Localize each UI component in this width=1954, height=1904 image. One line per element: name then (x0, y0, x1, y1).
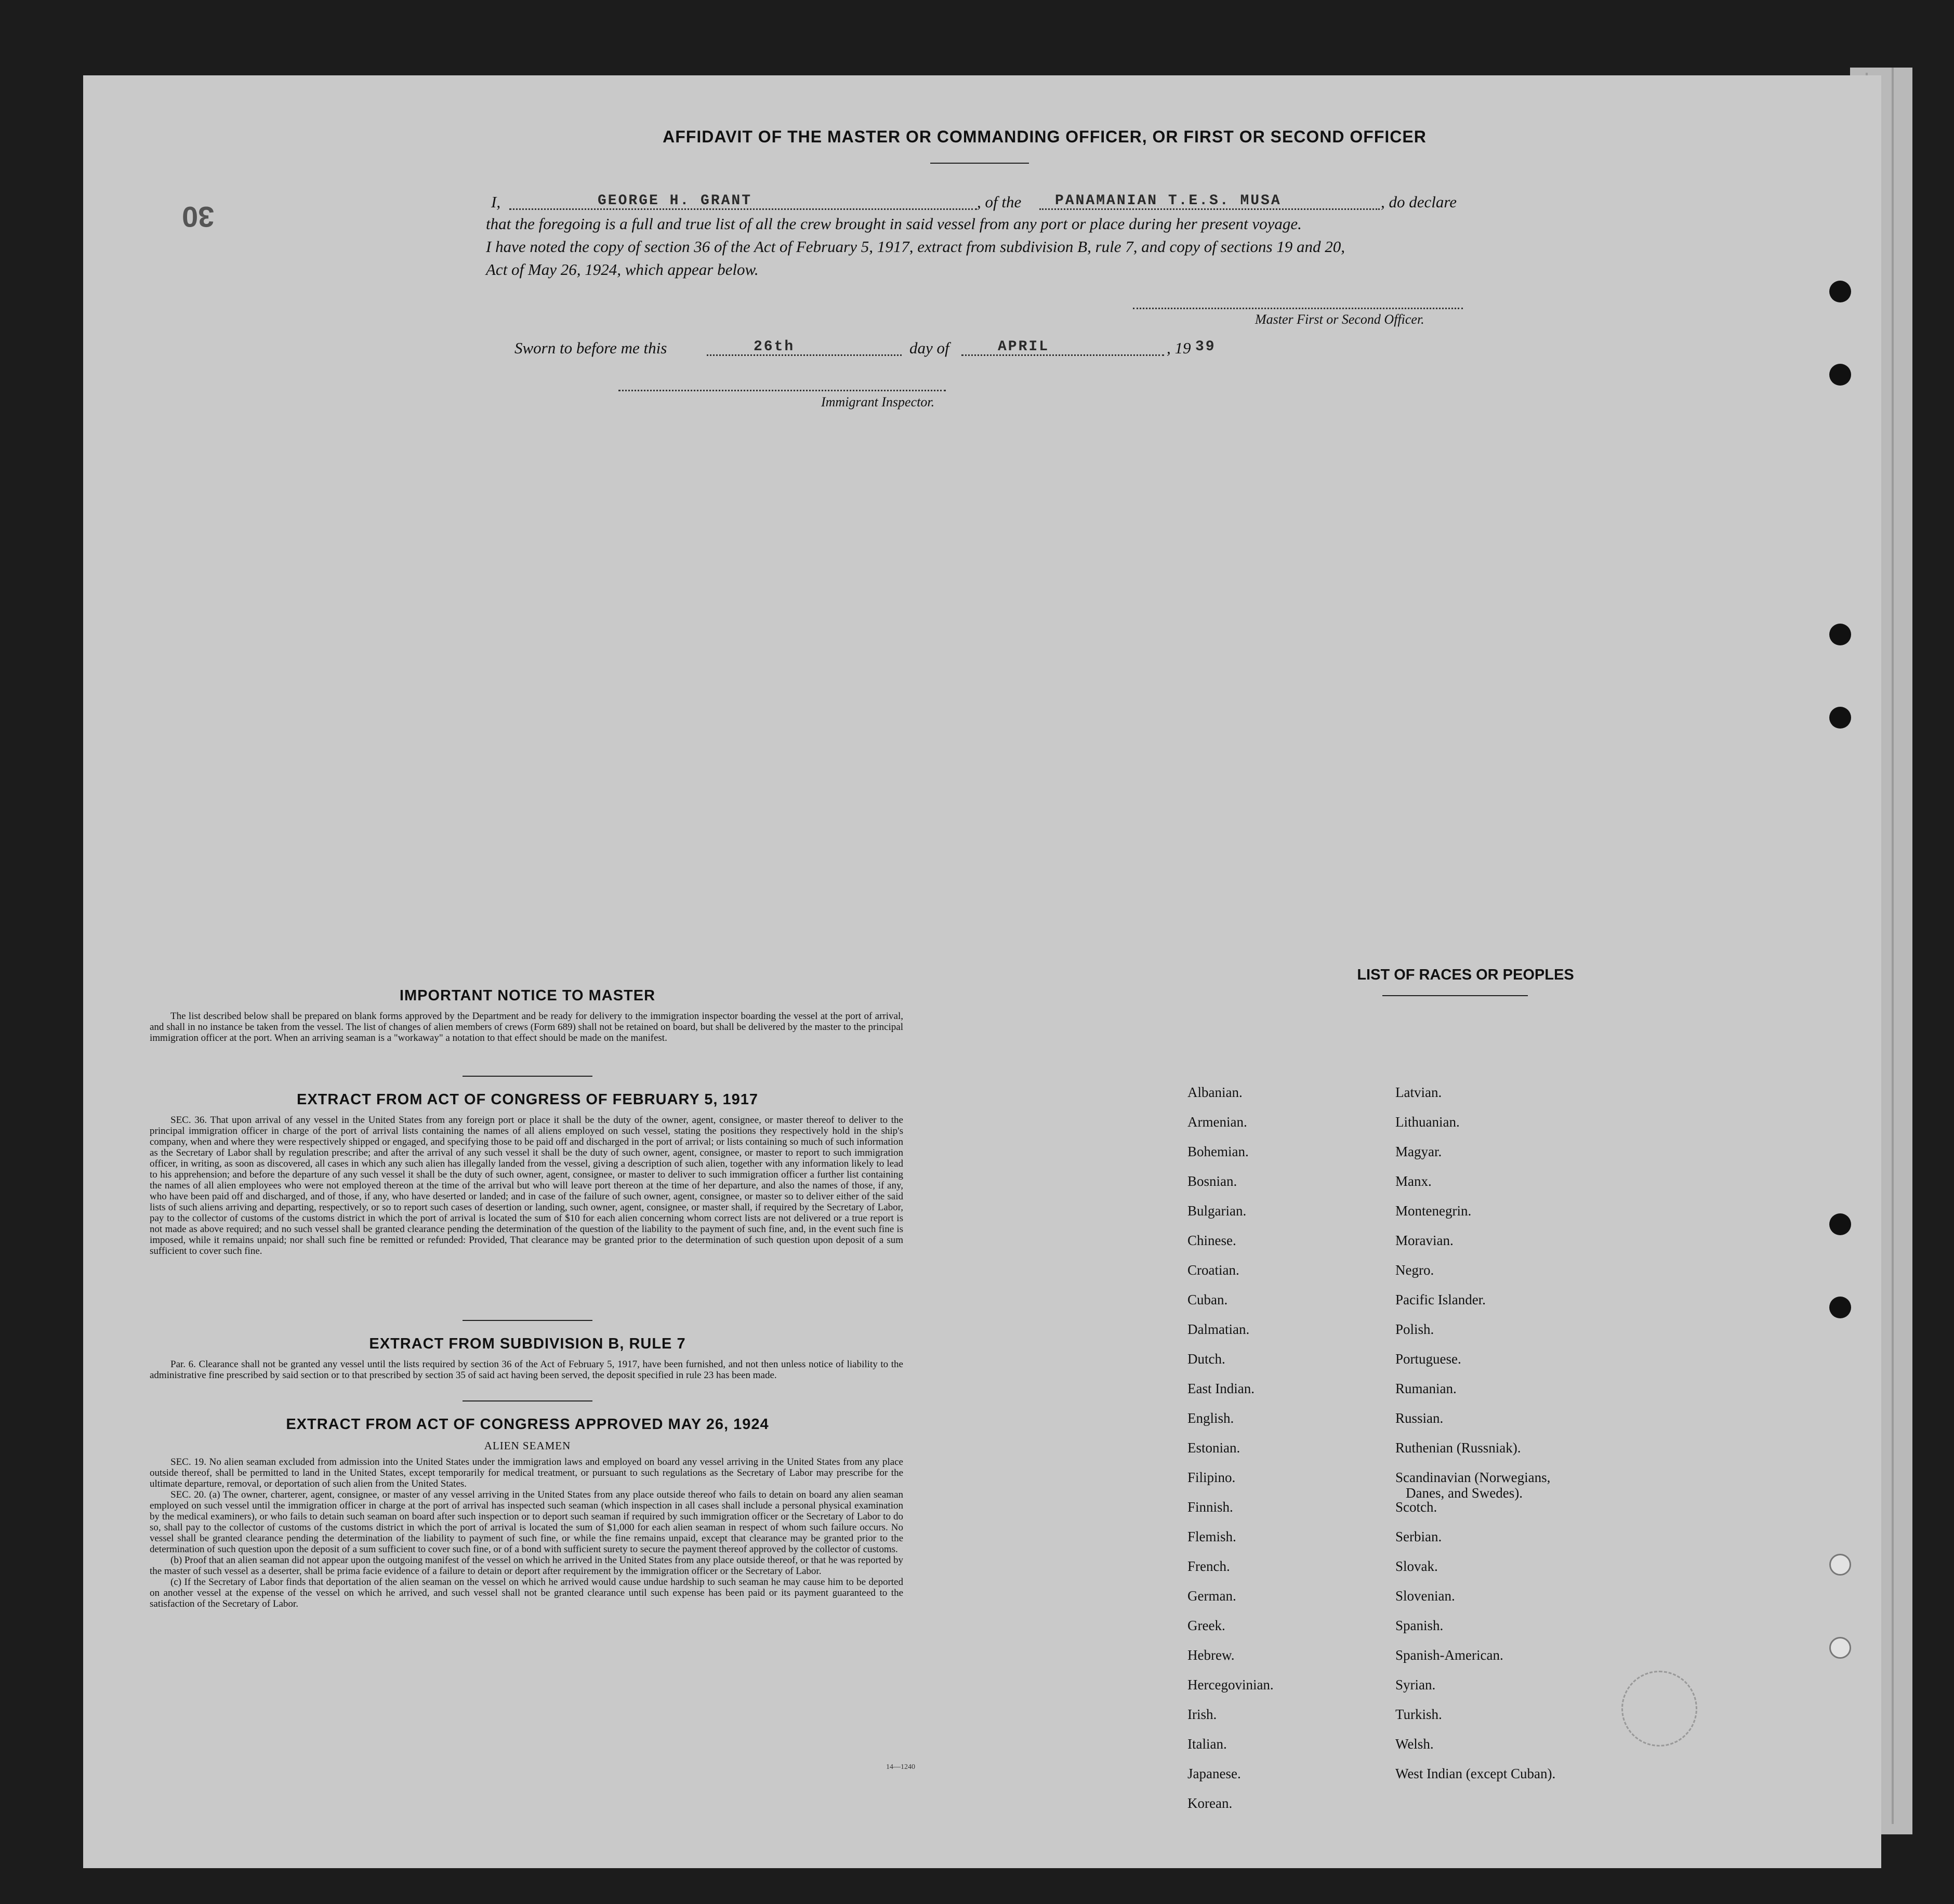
sec20b-paragraph: (b) Proof that an alien seaman did not appear upon the outgoing manifest of the vessel on which he arrived in the United States from any place outside thereof, or that he was reported by the master of such vessel as a deserter, shall be prima facie evidence of a failure to detain or deport after requirement by the immigration officer or the Secretary of Labor. (150, 1555, 903, 1577)
binder-hole (1829, 1554, 1851, 1576)
races-title-rule (1382, 995, 1528, 996)
race-item: Estonian. (1187, 1440, 1240, 1456)
vessel-name: PANAMANIAN T.E.S. MUSA (1055, 193, 1282, 209)
race-item: Russian. (1395, 1410, 1444, 1426)
race-item: Montenegrin. (1395, 1203, 1472, 1219)
race-item: French. (1187, 1558, 1230, 1574)
affidavit-line4: Act of May 26, 1924, which appear below. (486, 260, 759, 279)
affidavit-line1-prefix: I, (491, 193, 501, 211)
binder-hole (1829, 707, 1851, 729)
race-item: Moravian. (1395, 1233, 1454, 1248)
binder-hole (1829, 364, 1851, 386)
race-item: Slovenian. (1395, 1588, 1455, 1604)
signature-label: Master First or Second Officer. (1255, 312, 1424, 327)
race-item: German. (1187, 1588, 1236, 1604)
year-prefix: , 19 (1167, 339, 1191, 357)
signature-line (1133, 308, 1463, 309)
extract-1924-text (150, 1457, 903, 1609)
extract-1917-text (150, 1115, 903, 1257)
race-item: Bohemian. (1187, 1144, 1249, 1159)
race-item: Finnish. (1187, 1499, 1233, 1515)
race-item: Croatian. (1187, 1262, 1239, 1278)
race-item: Manx. (1395, 1173, 1432, 1189)
race-item: Scotch. (1395, 1499, 1437, 1515)
race-item: Spanish-American. (1395, 1647, 1503, 1663)
sec20a-paragraph: SEC. 20. (a) The owner, charterer, agent, consignee, or master of any vessel arriving in the United States from any place outside thereof who fails to detain on board any alien seaman employed on such vessel until the immigration officer in charge at the port of arrival has inspected such seaman (which inspection in all cases shall include a personal physical examination by the medical examiners), or who fails to detain such seaman on board after such inspection or to deport such seaman if required by such immigration officer or the Secretary of Labor to do so, shall pay to the collector of customs of the customs district in which the port of arrival is located the sum of $1,000 for each alien seaman in respect of whom such failure occurs. No vessel shall be granted clearance pending the determination of the liability to payment of such fine, or while the fine remains unpaid, except that clearance may be granted prior to the determination of such question upon the deposit of a sum sufficient to cover such fine, or of a bond with sufficient surety to secure the payment thereof approved by the collector of customs. (150, 1489, 903, 1555)
race-item: Japanese. (1187, 1766, 1241, 1781)
race-item: Armenian. (1187, 1114, 1247, 1130)
race-item: Turkish. (1395, 1707, 1442, 1722)
race-item: Bosnian. (1187, 1173, 1237, 1189)
extract-rule7-paragraph: Par. 6. Clearance shall not be granted any vessel until the lists required by section 36 of the Act of February 5, 1917, have been furnished, and not then unless notice of liability to the administrative fine prescribed by said section or to that prescribed by section 35 of said act having been served, the deposit specified in rule 23 has been made. (150, 1359, 903, 1381)
race-item: Hebrew. (1187, 1647, 1235, 1663)
extract-rule7-text (150, 1359, 903, 1381)
sworn-day-line (707, 354, 902, 356)
race-item: Welsh. (1395, 1736, 1434, 1752)
race-item: Bulgarian. (1187, 1203, 1247, 1219)
affidavit-line2: that the foregoing is a full and true list of all the crew brought in said vessel from any port or place during her present voyage. (486, 215, 1302, 233)
of-the-label: , of the (977, 193, 1022, 211)
important-notice-paragraph: The list described below shall be prepared on blank forms approved by the Department and be ready for delivery to the immigration inspector boarding the vessel at the port of arrival, and shall in no instance be taken from the vessel. The list of changes of alien members of crews (Form 689) shall not be retained on board, but shall be delivered by the master to the principal immigration officer at the port. When an arriving seaman is a "workaway" a notation to that effect should be made on the manifest. (150, 1011, 903, 1043)
race-item: Dalmatian. (1187, 1321, 1250, 1337)
extract-rule7-title: EXTRACT FROM SUBDIVISION B, RULE 7 (369, 1336, 686, 1352)
important-notice-title: IMPORTANT NOTICE TO MASTER (399, 987, 656, 1004)
race-item: Flemish. (1187, 1529, 1236, 1544)
race-item: Italian. (1187, 1736, 1227, 1752)
race-item: Irish. (1187, 1707, 1217, 1722)
race-item: Greek. (1187, 1618, 1225, 1633)
day-of-label: day of (909, 339, 949, 357)
race-item: Chinese. (1187, 1233, 1236, 1248)
race-item: Korean. (1187, 1795, 1233, 1811)
extract-1924-title: EXTRACT FROM ACT OF CONGRESS APPROVED MAY 26, 1924 (286, 1416, 769, 1433)
title-rule (930, 163, 1029, 164)
race-item: Filipino. (1187, 1470, 1236, 1485)
race-item: Danes, and Swedes). (1406, 1485, 1523, 1501)
inspector-label: Immigrant Inspector. (821, 394, 935, 409)
sworn-day: 26th (754, 339, 795, 355)
section-rule (463, 1076, 592, 1077)
races-title: LIST OF RACES OR PEOPLES (1357, 967, 1574, 983)
extract-1917-paragraph: SEC. 36. That upon arrival of any vessel in the United States from any foreign port or place it shall be the duty of the owner, agent, consignee, or master thereof to deliver to the principal immigration officer in charge of the port of arrival lists containing the names of all aliens employed on such vessel, stating the positions they respectively hold in the ship's company, when and where they were respectively shipped or engaged, and specifying those to be paid off and discharged in the port of arrival; or lists containing so much of such information as the Secretary of Labor shall by regulation prescribe; and after the arrival of any such vessel it shall be the duty of such owner, agent, consignee, or master to report to such immigration officer, in writing, as soon as discovered, all cases in which any such alien has illegally landed from the vessel, giving a description of such alien, together with any information likely to lead to his apprehension; and before the departure of any such vessel it shall be the duty of such owner, agent, consignee, or master to deliver to such immigration officer a further list containing the names of all alien employees who were not employed thereon at the time of the arrival but who will leave port thereon at the time of her departure, and also the names of those, if any, who have been paid off and discharged, and of those, if any, who have deserted or landed; and in case of the failure of such owner, agent, consignee, or master so to deliver either of the said lists of such aliens arriving and departing, respectively, or so to report such cases of desertion or landing, such owner, agent, consignee, or master shall, if required by the Secretary of Labor, pay to the collector of customs of the customs district in which the port of arrival is located the sum of $10 for each alien concerning whom correct lists are not delivered or a true report is not made as above required; and no such vessel shall be granted clearance pending the determination of the question of the liability to the payment of such fine, and, in the event such fine is imposed, while it remains unpaid; nor shall such fine be remitted or refunded: Provided, That clearance may be granted prior to the determination of such question upon deposit of a sum sufficient to cover such fine. (150, 1115, 903, 1257)
faded-stamp (1621, 1671, 1697, 1747)
inspector-line (618, 390, 946, 391)
section-rule (463, 1400, 592, 1401)
sec19-paragraph: SEC. 19. No alien seaman excluded from admission into the United States under the immigration laws and employed on board any vessel arriving in the United States from any place outside thereof, shall be permitted to land in the United States, except temporarily for medical treatment, or pursuant to such regulations as the Secretary of Labor may prescribe for the ultimate departure, removal, or deportation of such alien from the United States. (150, 1457, 903, 1489)
race-item: Lithuanian. (1395, 1114, 1460, 1130)
race-item: West Indian (except Cuban). (1395, 1766, 1556, 1781)
race-item: Rumanian. (1395, 1381, 1457, 1396)
master-name: GEORGE H. GRANT (598, 193, 752, 209)
alien-seamen-subtitle: ALIEN SEAMEN (484, 1439, 571, 1452)
affidavit-line3: I have noted the copy of section 36 of the Act of February 5, 1917, extract from subdivision B, rule 7, and copy of sections 19 and 20, (486, 237, 1345, 256)
race-item: Latvian. (1395, 1085, 1442, 1100)
race-item: Hercegovinian. (1187, 1677, 1274, 1693)
important-notice-text (150, 1011, 903, 1043)
race-item: Magyar. (1395, 1144, 1442, 1159)
binder-hole (1829, 1297, 1851, 1318)
sworn-year-suffix: 39 (1195, 339, 1216, 355)
binder-hole (1829, 1637, 1851, 1659)
race-item: Ruthenian (Russniak). (1395, 1440, 1521, 1456)
race-item: Syrian. (1395, 1677, 1436, 1693)
race-item: Polish. (1395, 1321, 1434, 1337)
binder-hole (1829, 281, 1851, 302)
race-item: Dutch. (1187, 1351, 1225, 1367)
race-item: English. (1187, 1410, 1234, 1426)
section-rule (463, 1320, 592, 1321)
race-item: Pacific Islander. (1395, 1292, 1486, 1307)
document-page (83, 75, 1881, 1868)
sec20c-paragraph: (c) If the Secretary of Labor finds that deportation of the alien seaman on the vessel on which he arrived would cause undue hardship to such seaman he may cause him to be deported on another vessel at the expense of the vessel on which he arrived, and such vessel shall not be granted clearance until such expense has been paid or its payment guaranteed to the satisfaction of the Secretary of Labor. (150, 1577, 903, 1609)
race-item: Portuguese. (1395, 1351, 1461, 1367)
affidavit-title: AFFIDAVIT OF THE MASTER OR COMMANDING OFFICER, OR FIRST OR SECOND OFFICER (663, 127, 1427, 146)
race-item: East Indian. (1187, 1381, 1255, 1396)
side-number: 30 (182, 201, 215, 233)
race-item: Cuban. (1187, 1292, 1228, 1307)
binder-hole (1829, 1213, 1851, 1235)
race-item: Negro. (1395, 1262, 1434, 1278)
page-edge-line (1892, 68, 1894, 1824)
sworn-month: APRIL (998, 339, 1050, 355)
do-declare-label: , do declare (1381, 193, 1457, 211)
sworn-month-line (961, 354, 1164, 356)
race-item: Albanian. (1187, 1085, 1243, 1100)
race-item: Serbian. (1395, 1529, 1442, 1544)
race-item: Scandinavian (Norwegians, (1395, 1470, 1551, 1485)
sworn-prefix: Sworn to before me this (514, 339, 667, 357)
race-item: Spanish. (1395, 1618, 1444, 1633)
extract-1917-title: EXTRACT FROM ACT OF CONGRESS OF FEBRUARY 5, 1917 (296, 1091, 759, 1108)
form-number: 14—1240 (886, 1763, 915, 1771)
binder-hole (1829, 624, 1851, 645)
race-item: Slovak. (1395, 1558, 1438, 1574)
